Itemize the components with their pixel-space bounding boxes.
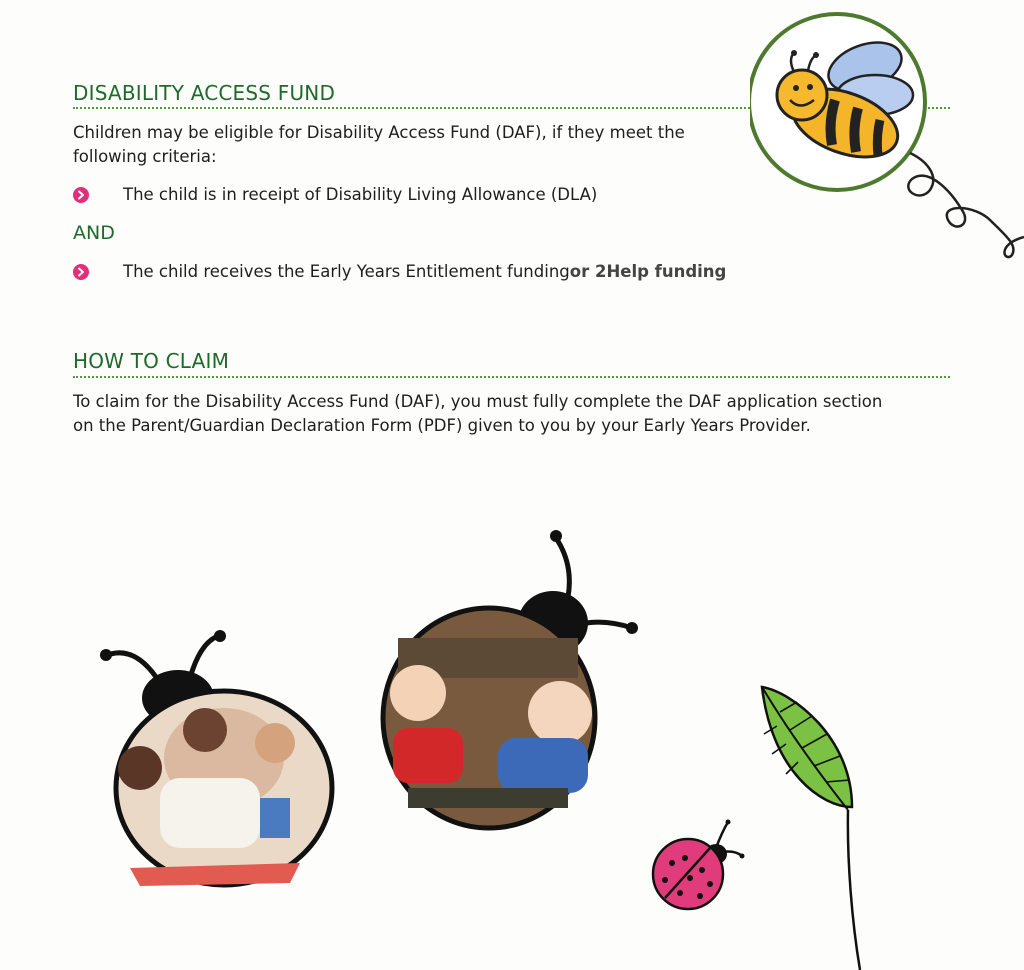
criteria-text-dla: The child is in receipt of Disability Living Allowance (DLA) bbox=[123, 185, 598, 204]
photo-frame-middle bbox=[378, 528, 643, 838]
criteria-text-funding: The child receives the Early Years Entitlement funding bbox=[123, 262, 570, 281]
how-to-claim-text bbox=[73, 390, 882, 438]
criteria-text-2help: or 2Help funding bbox=[569, 262, 727, 281]
daf-heading: DISABILITY ACCESS FUND bbox=[73, 81, 336, 105]
daf-intro-line2: following criteria: bbox=[73, 147, 217, 166]
chevron-right-icon bbox=[73, 187, 89, 203]
daf-intro-line1: Children may be eligible for Disability Access Fund (DAF), if they meet the bbox=[73, 123, 685, 142]
chevron-right-icon bbox=[73, 264, 89, 280]
how-to-claim-rule bbox=[73, 376, 950, 378]
bee-illustration bbox=[750, 5, 1024, 270]
and-label: AND bbox=[73, 222, 115, 244]
photo-frame-left bbox=[100, 628, 340, 898]
how-to-claim-heading: HOW TO CLAIM bbox=[73, 349, 230, 373]
how-to-claim-line1: To claim for the Disability Access Fund (DAF), you must fully complete the DAF application section bbox=[73, 392, 883, 411]
criteria-item-funding bbox=[73, 262, 726, 281]
how-to-claim-line2: on the Parent/Guardian Declaration Form (PDF) given to you by your Early Years Provider. bbox=[73, 416, 811, 435]
ladybird-icon bbox=[650, 818, 745, 913]
criteria-item-dla bbox=[73, 185, 597, 204]
daf-intro bbox=[73, 121, 685, 169]
leaf-icon bbox=[752, 682, 862, 970]
